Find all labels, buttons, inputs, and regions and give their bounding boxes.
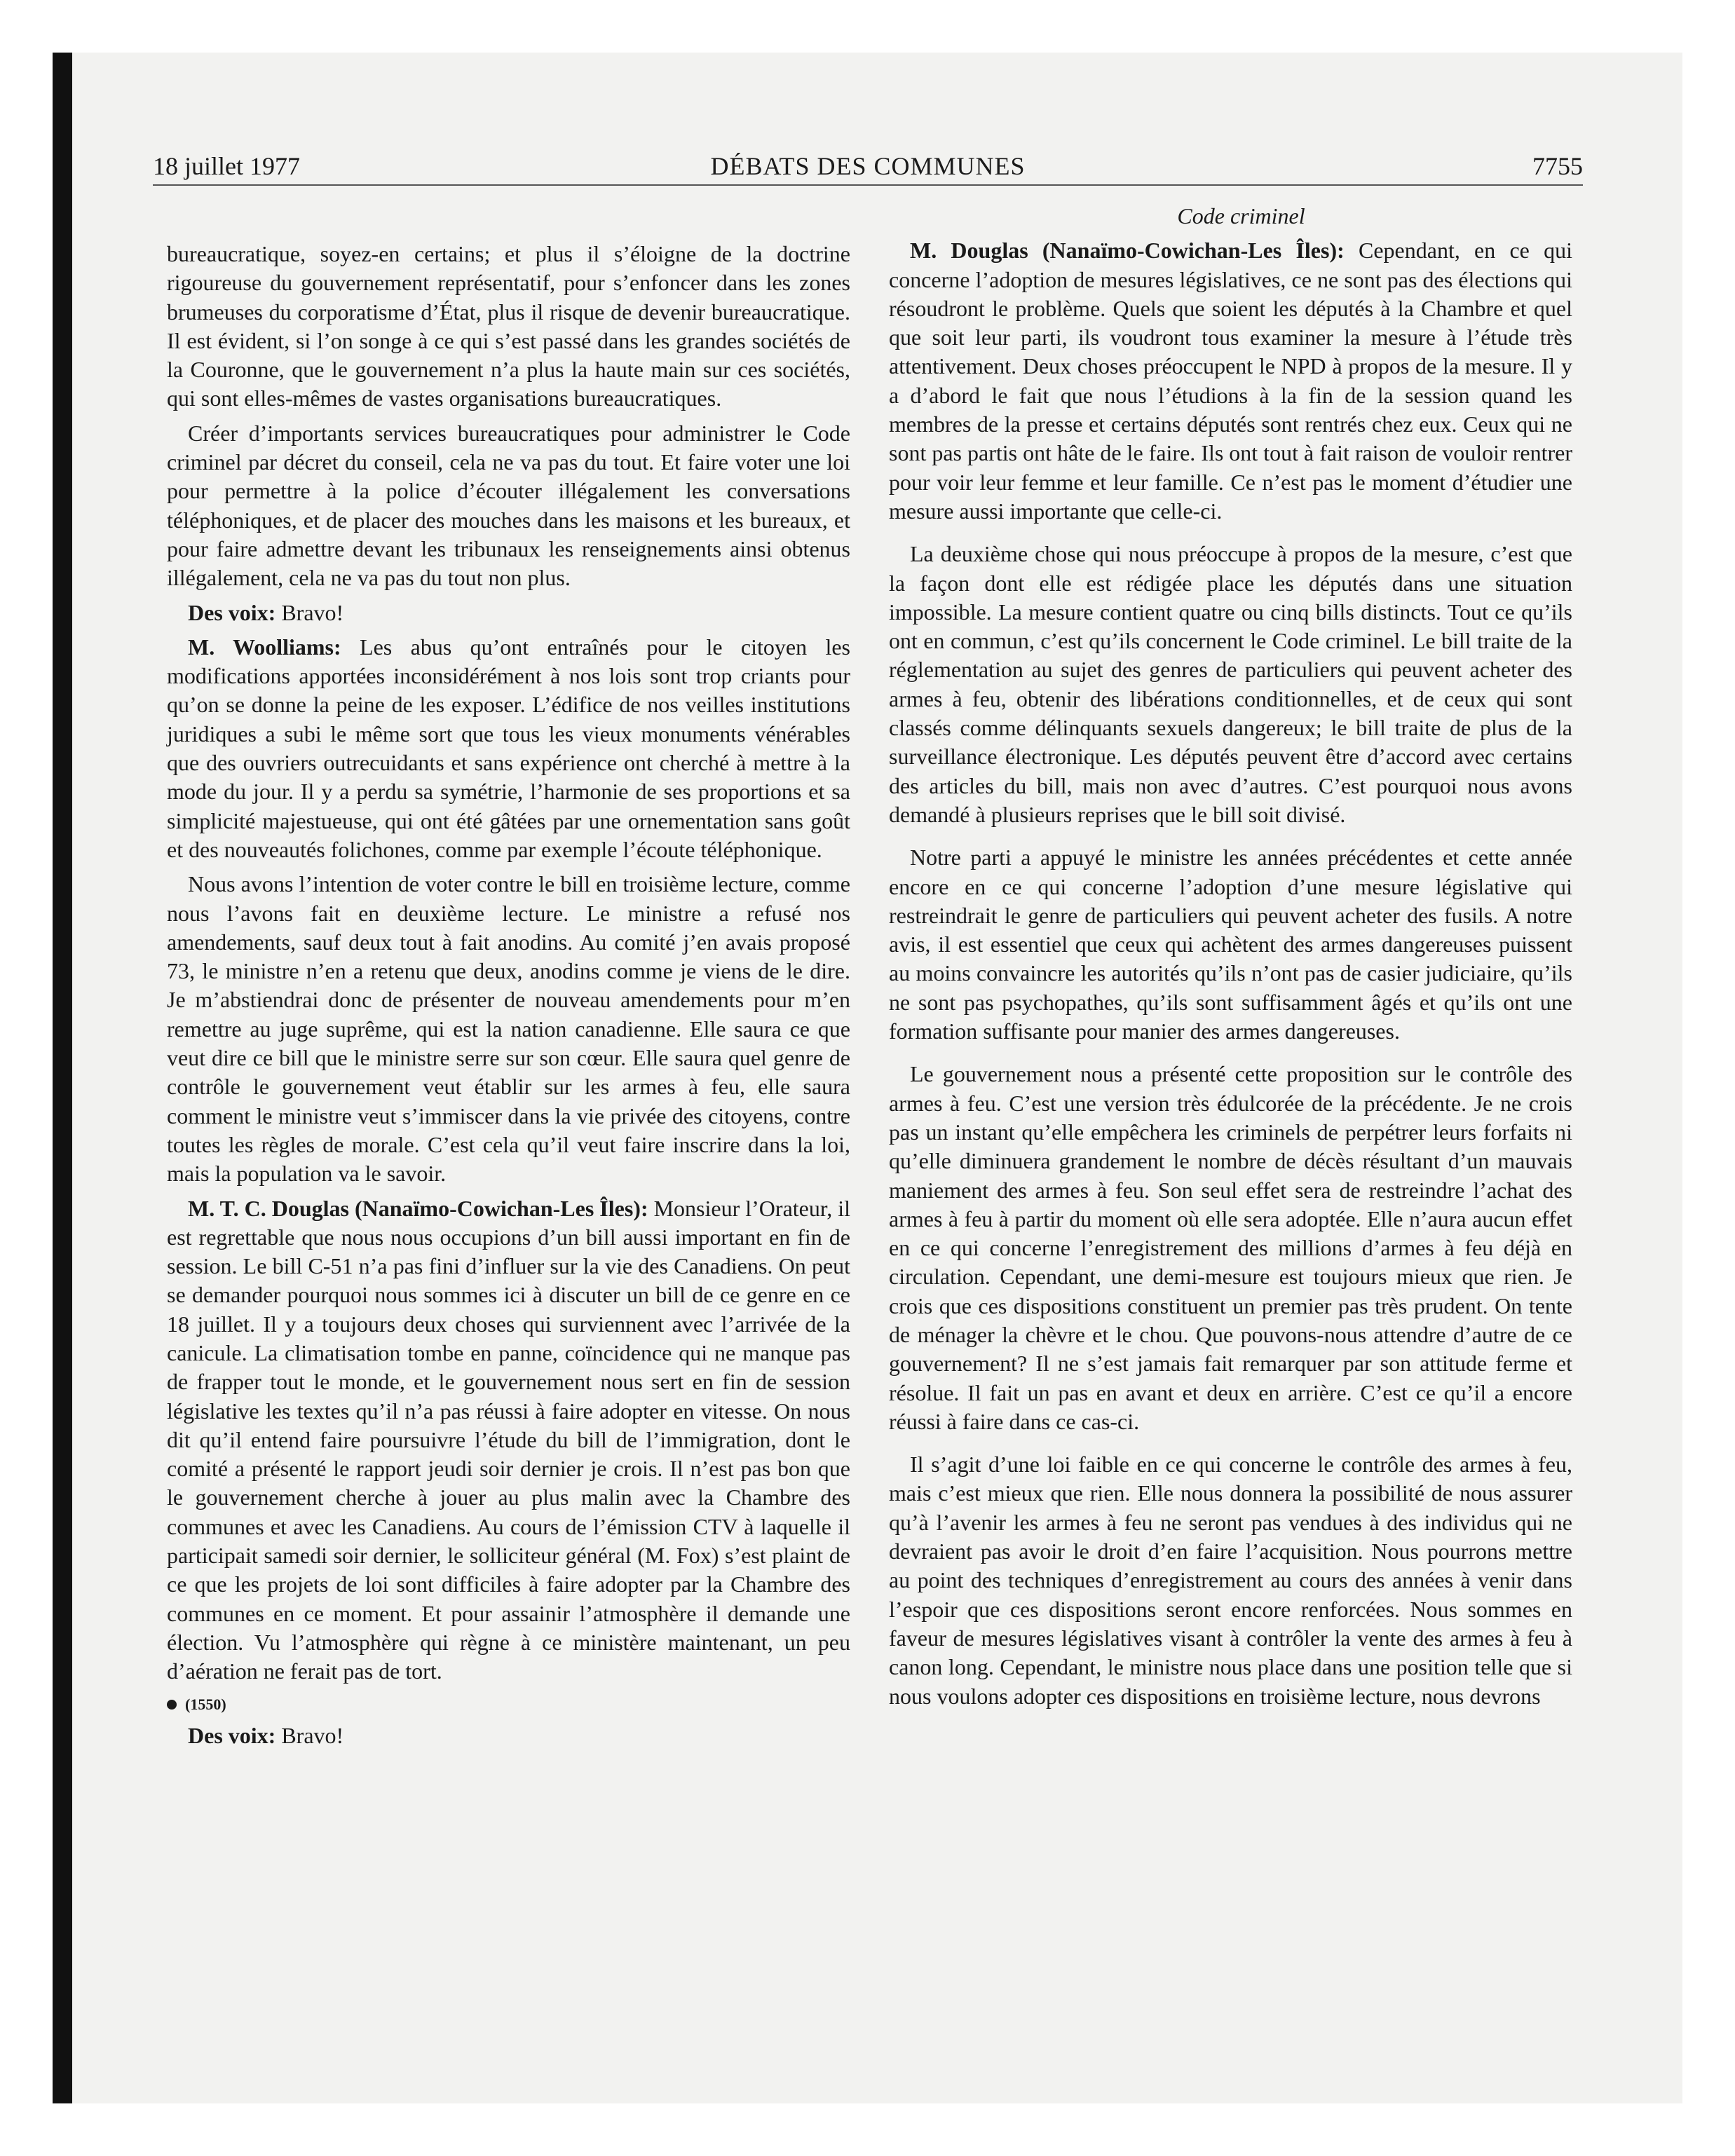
paragraph: Notre parti a appuyé le ministre les années précédentes et cette année encore en ce qui concerne l’adoption d’une mesure législative qui restreindrait le genre de particuliers qui peuvent acheter des fusils. A notre avis, il est essentiel que ceux qui achètent des armes dangereuses puissent au moins convaincre les autorités qu’ils n’ont pas de casier judiciaire, qu’ils ne sont pas psychopathes, qu’ils sont suffisamment âgés et qu’ils ont une formation suffisante pour manier des armes dangereuses. — [889, 845, 1572, 1044]
time-marker-text: (1550) — [185, 1695, 226, 1713]
speaker-name: Des voix: — [188, 599, 276, 625]
paragraph: Nous avons l’intention de voter contre le bill en troisième lecture, comme nous l’avons fait en deuxième lecture. Le ministre a refusé nos amendements, sauf deux tout à fait anodins. Au comité j’en avais proposé 73, le ministre n’en a retenu que deux, anodins comme je viens de le dire. Je m’abstiendrai donc de présenter de nouveau amendements pour m’en remettre au juge suprême, qui est la nation canadienne. Elle saura ce que veut dire ce bill que le ministre serre sur son cœur. Elle saura quel genre de contrôle le gouvernement veut établir sur les armes à feu, elle saura comment le ministre veut s’immiscer dans la vie privée des citoyens, contre toutes les règles de morale. C’est cela qu’il veut faire inscrire dans la loi, mais la population va le savoir. — [167, 871, 850, 1187]
paragraph: Créer d’importants services bureaucratiques pour administrer le Code criminel par décret du conseil, cela ne va pas du tout. Et faire voter une loi pour permettre à la police d’écouter illégalement les conversations téléphoniques, et de placer des mouches dans les maisons et les bureaux, et pour faire admettre devant les tribunaux les renseignements ainsi obtenus illégalement, cela ne va pas du tout non plus. — [167, 420, 850, 591]
time-marker — [167, 1692, 850, 1717]
running-header — [153, 149, 1583, 184]
speaker-name: Des voix: — [188, 1722, 276, 1748]
paragraph: Il s’agit d’une loi faible en ce qui concerne le contrôle des armes à feu, mais c’est mieux que rien. Elle nous donnera la possibilité de nous assurer qu’à l’avenir les armes à feu ne seront pas vendues à des individus qui ne devraient pas avoir le droit d’en faire l’acquisition. Nous pourrons mettre au point des techniques d’enregistrement au cours des années à venir dans l’espoir que ces dispositions seront encore renforcées. Nous sommes en faveur de mesures législatives visant à contrôler la vente des armes à feu à canon long. Cependant, le ministre nous place dans une position telle que si nous voulons adopter ces dispositions en troisième lecture, nous devrons — [889, 1452, 1572, 1709]
header-title: DÉBATS DES COMMUNES — [710, 152, 1026, 180]
left-column — [167, 240, 850, 1756]
section-title: Code criminel — [1177, 203, 1305, 228]
interjection — [167, 1721, 850, 1750]
paragraph-continued: bureaucratique, soyez-en certains; et plus il s’éloigne de la doctrine rigoureuse du gouvernement représentatif, pour s’enfoncer dans les zones brumeuses du corporatisme d’État, plus il risque de devenir bureaucratique. Il est évident, si l’on songe à ce qui s’est passé dans les grandes sociétés de la Couronne, que le gouvernement n’a plus la haute main sur ces sociétés, qui sont elles-mêmes de vastes organisations bureaucratiques. — [167, 241, 850, 411]
speech-douglas — [167, 1194, 850, 1686]
interjection — [167, 599, 850, 627]
paragraph: La deuxième chose qui nous préoccupe à propos de la mesure, c’est que la façon dont elle est rédigée place les députés dans une situation impossible. La mesure contient quatre ou cinq bills distincts. Tout ce qu’ils ont en commun, c’est qu’ils concernent le Code criminel. Le bill traite de la réglementation au sujet des genres de particuliers qui peuvent acheter des armes à feu, obtenir des libérations conditionnelles, et de ceux qui sont classés comme délinquants sexuels dangereux; le bill traite de plus de la surveillance électronique. Les députés peuvent être d’accord avec certains des articles du bill, mais non avec d’autres. C’est pourquoi nous avons demandé à plusieurs reprises que le bill soit divisé. — [889, 541, 1572, 827]
header-date: 18 juillet 1977 — [153, 152, 300, 180]
speech-text: Monsieur l’Orateur, il est regrettable que nous nous occupions d’un bill aussi important en fin de session. Le bill C-51 n’a pas fini d’influer sur la vie des Canadiens. On peut se demander pourquoi nous sommes ici à discuter un bill de ce genre en ce 18 juillet. Il y a toujours deux choses qui surviennent avec l’arrivée de la canicule. La climatisation tombe en panne, coïncidence qui ne manque pas de frapper tout le monde, et le gouvernement nous sert en fin de session législative les textes qu’il n’a pas réussi à faire adopter en vitesse. On nous dit qu’il entend faire poursuivre l’étude du bill de l’immigration, dont le comité a présenté le rapport jeudi soir dernier je crois. Il n’est pas bon que le gouvernement cherche à jouer au plus malin avec la Chambre des communes et avec les Canadiens. Au cours de l’émission CTV à laquelle il participait samedi soir dernier, le solliciteur général (M. Fox) s’est plaint de ce que les projets de loi sont difficiles à faire adopter par la Chambre des communes en ce moment. Et pour assainir l’atmosphère il demande une élection. Vu l’atmosphère qui règne à ce ministère maintenant, un peu d’aération ne ferait pas de tort. — [167, 1195, 851, 1684]
speaker-name: M. T. C. Douglas (Nanaïmo-Cowichan-Les Îles): — [188, 1195, 648, 1221]
speaker-name: M. Douglas (Nanaïmo-Cowichan-Les Îles): — [910, 238, 1345, 264]
speech-text: Bravo! — [275, 1722, 344, 1748]
binding-shadow — [53, 53, 72, 2103]
speaker-name: M. Woolliams: — [188, 634, 341, 660]
paragraph: Le gouvernement nous a présenté cette proposition sur le contrôle des armes à feu. C’est une version très édulcorée de la précédente. Je ne crois pas un instant qu’elle empêchera les criminels de perpétrer leurs forfaits ni qu’elle diminuera grandement le nombre de décès résultant d’un mauvais maniement des armes à feu. Son seul effet sera de restreindre l’achat des armes à feu à partir du moment où elle sera adoptée. Elle n’aura aucun effet en ce qui concerne l’enregistrement des millions d’armes à feu déjà en circulation. Cependant, une demi-mesure est toujours mieux que rien. Je crois que ces dispositions constituent un premier pas très prudent. On tente de ménager la chèvre et le chou. Que pouvons-nous attendre d’autre de ce gouvernement? Il ne s’est jamais fait remarquer par son attitude ferme et résolue. Il fait un pas en avant et deux en arrière. C’est ce qu’il a encore réussi à faire dans ce cas-ci. — [889, 1061, 1572, 1434]
page-number: 7755 — [1532, 152, 1583, 180]
bullet-icon — [167, 1700, 177, 1710]
speech-woolliams — [167, 633, 850, 864]
speech-douglas — [889, 236, 1572, 526]
speech-text: Les abus qu’ont entraînés pour le citoyen les modifications apportées inconsidérément à nos lois sont trop criants pour qu’on se donne la peine de les exposer. L’édifice de nos veilles institutions juridiques a subi le même sort que tous les vieux monuments vénérables que des ouvriers outrecuidants et sans expérience ont cherché à mettre à la mode du jour. Il y a perdu sa symétrie, l’harmonie de ses proportions et sa simplicité majestueuse, qui ont été gâtées par une ornementation sans goût et des nouveautés folichones, comme par exemple l’écoute téléphonique. — [167, 634, 851, 862]
right-column — [889, 202, 1572, 1717]
header-rule — [153, 184, 1583, 186]
speech-text: Cependant, en ce qui concerne l’adoption de mesures législatives, ce ne sont pas des élections qui résoudront le problème. Quels que soient les députés à la Chambre et quel que soit leur parti, ils voudront tous examiner la mesure à l’étude très attentivement. Deux choses préoccupent le NPD à propos de la mesure. Il y a d’abord le fait que nous l’étudions à la fin de la session quand les membres de la presse et certains députés sont rentrés chez eux. Ceux qui ne sont pas partis ont hâte de le faire. Ils ont tout à fait raison de vouloir rentrer pour voir leur femme et leur famille. Ce n’est pas le moment d’étudier une mesure aussi importante que celle-ci. — [889, 238, 1573, 524]
speech-text: Bravo! — [275, 599, 344, 625]
